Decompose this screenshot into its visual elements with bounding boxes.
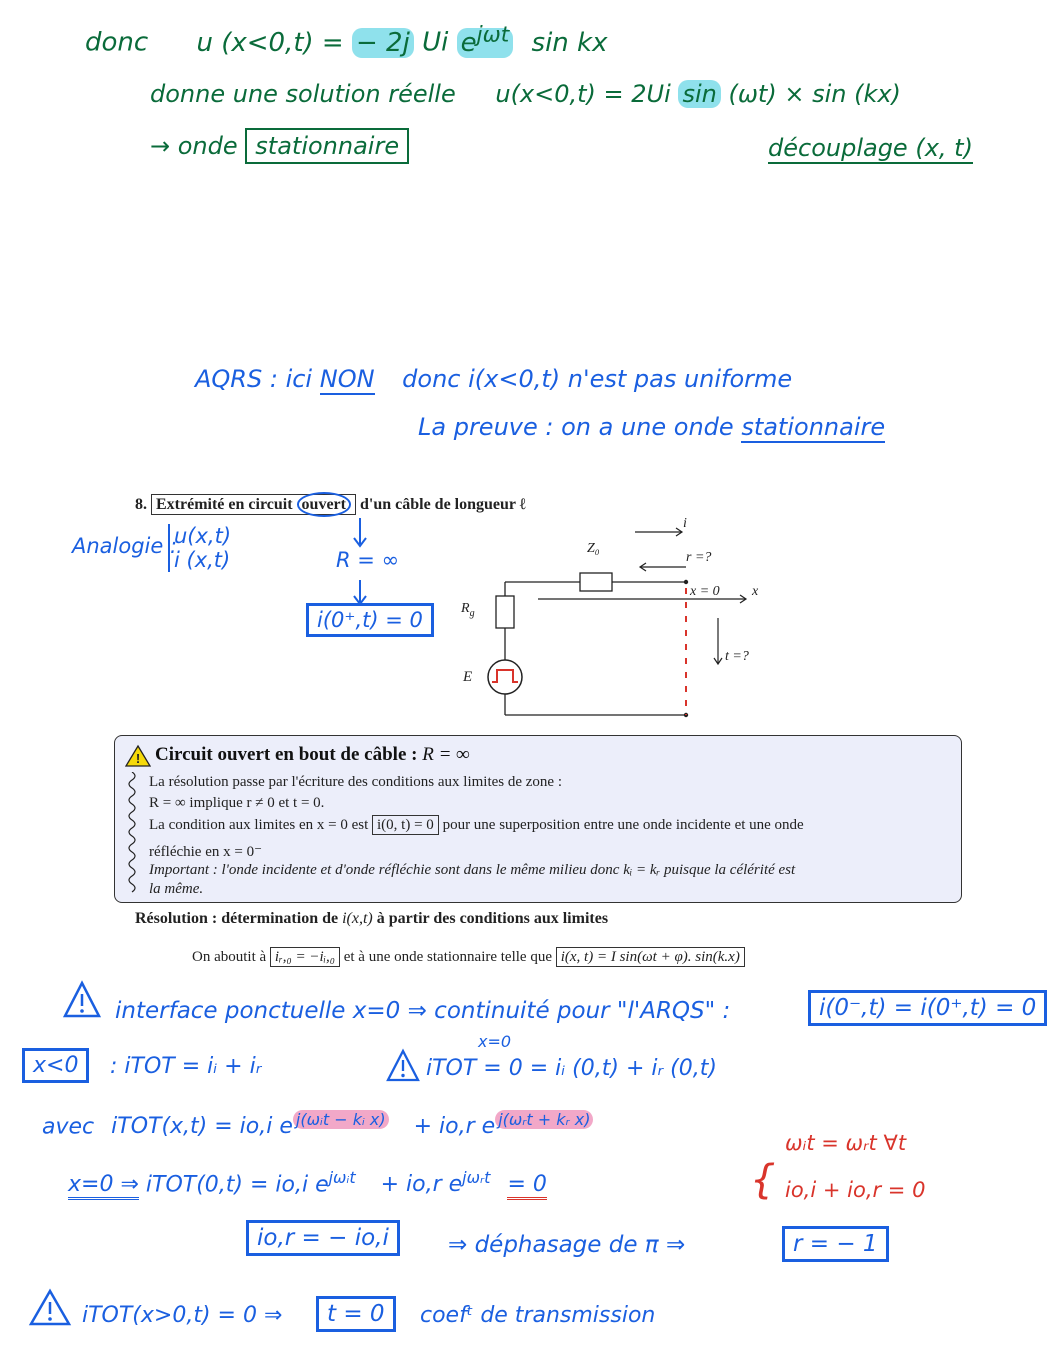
analogie-list [168,524,231,572]
note-line-1 [85,22,608,58]
warning-hand-icon-2 [385,1048,421,1084]
section-title-box: Extrémité en circuit ouvert [151,494,356,515]
alert-title: Circuit ouvert en bout de câble : R = ∞ [155,744,470,765]
itot-xgt0: iTOT(x>0,t) = 0 ⇒ [82,1303,283,1328]
ouvert-circled: ouvert [297,492,351,517]
label-t: t =? [725,649,749,664]
r-box: r = − 1 [782,1226,889,1262]
svg-text:!: ! [135,751,141,766]
Z0-resistor [580,573,612,591]
note-solution-text: donne une solution réelle [150,80,456,108]
t-box: t = 0 [316,1296,396,1332]
warning-hand-icon-3 [28,1288,72,1328]
resolution-title: Résolution : détermination de i(x,t) à partir des conditions aux limites [135,910,609,927]
label-x0: x = 0 [690,584,720,599]
alert-line-5: Important : l'onde incidente et d'onde réfléchie sont dans le même milieu donc kᵢ = kᵣ puisque la célérité est [149,862,796,878]
circuit-diagram [450,510,770,730]
note-u-real: u(x<0,t) = 2Ui [495,80,671,108]
aqrs-proof: La preuve : on a une onde [418,413,734,441]
aqrs-prefix: AQRS : ici [195,365,313,393]
alert-line-6: la même. [149,881,204,897]
note-coef-highlight: − 2j [352,28,414,58]
analogie-item-u: u(x,t) [174,524,232,548]
aqrs-line-1 [195,365,792,393]
aqrs-stationnaire: stationnaire [741,413,886,441]
note-Ui: Ui [422,27,449,58]
resolution-box-1: iᵣ,₀ = −iᵢ,₀ [270,947,340,967]
analogie-item-i: i (x,t) [174,548,231,572]
warning-hand-icon-1 [62,980,102,1020]
alert-line-3: La condition aux limites en x = 0 est i(0, t) = 0 pour une superposition entre une onde incidente et une onde [149,817,804,833]
red-omega-eq: ωᵢt = ωᵣt ∀t [785,1131,907,1155]
label-E: E [463,669,473,685]
note-u-lhs: u (x<0,t) = [196,27,344,58]
continuity-box: i(0⁻,t) = i(0⁺,t) = 0 [808,990,1047,1026]
x0-over: x=0 [478,1032,512,1051]
alert-box [114,735,962,903]
ior-box: io,r = − io,i [246,1220,400,1256]
alert-line-2: R = ∞ implique r ≠ 0 et t = 0. [149,795,325,811]
i0plus-box: i(0⁺,t) = 0 [306,603,434,637]
note-decouplage: découplage (x, t) [768,134,973,162]
avec-line: avec iTOT(x,t) = io,i e $^{j(\omega ᵢt - kᵢ x)}$ + io,r e $^{j(\omega ᵣt + kᵣ x)}$ [42,1110,593,1139]
section-number: 8. [135,496,147,513]
note-exp-highlight: $e^{j\omega t}$ [457,28,514,58]
note-sin-highlight: sin [678,80,720,108]
warning-icon [125,744,151,768]
section-title-rest: d'un câble de longueur ℓ [359,496,526,513]
aqrs-non: NON [319,365,375,393]
note-line-2 [150,80,901,108]
dephasage-text: ⇒ déphasage de π ⇒ [448,1232,686,1258]
resolution-line: On aboutit à iᵣ,₀ = −iᵢ,₀ et à une onde stationnaire telle que i(x, t) = I sin(ωt + φ). sin(k.x) [192,949,745,966]
aqrs-line-2 [418,413,885,441]
red-brace: { [750,1157,776,1203]
note-donc: donc [85,27,149,58]
alert-line-4: réfléchie en x = 0⁻ [149,844,262,860]
label-i: i [683,516,687,531]
label-r: r =? [686,550,712,565]
x0-line: x=0 ⇒ iTOT(0,t) = io,i $e^{j\omega ᵢt} + io,r$ $e^{j\omega ᵣt} = 0$ [68,1168,547,1197]
red-amp-eq: io,i + io,r = 0 [785,1178,926,1202]
note-stationnaire-box: stationnaire [245,128,409,164]
coef-transmission: coefᵗ de transmission [420,1303,656,1328]
label-x: x [752,584,759,599]
note-line-3 [150,132,409,160]
itot-zero: iTOT = 0 = iᵢ (0,t) + iᵣ (0,t) [426,1056,717,1081]
E-source [488,660,522,694]
label-Rg: $R_g$ [461,601,475,619]
aqrs-rest: donc i(x<0,t) n'est pas uniforme [402,365,793,393]
Rg-resistor [496,596,514,628]
xlt0-box: x<0 [22,1048,89,1083]
analogie-label: Analogie : [72,534,178,558]
note-onde: → onde [150,132,238,160]
itot-sum: : iTOT = iᵢ + iᵣ [110,1054,262,1079]
resolution-box-2: i(x, t) = I sin(ωt + φ). sin(k.x) [556,947,745,967]
label-Z0: Z₀ [587,541,600,556]
note-sin-rest: (ωt) × sin (kx) [728,80,901,108]
alert-line-1: La résolution passe par l'écriture des conditions aux limites de zone : [149,774,562,790]
continuity-text: interface ponctuelle x=0 ⇒ continuité pour "l'ARQS" : [115,998,731,1024]
note-sinkx: sin kx [531,27,608,58]
spring-decoration-icon [125,772,139,896]
R-infinity: R = ∞ [336,548,400,572]
